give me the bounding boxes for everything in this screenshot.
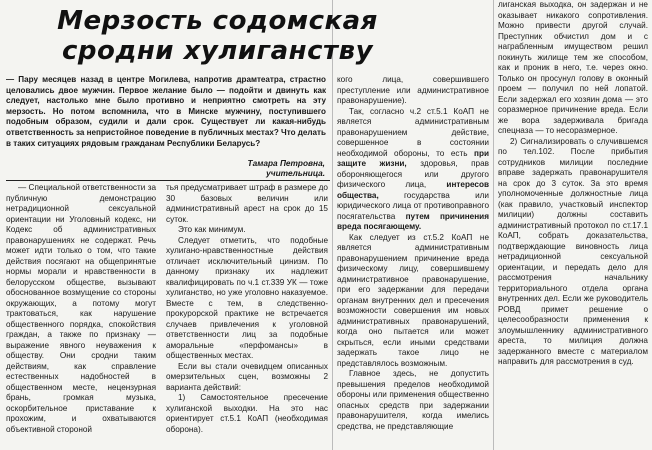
column-divider (332, 0, 333, 450)
signature-role: учительница. (266, 168, 325, 178)
paragraph: — Специальной ответственности за публичную демонстрацию нетрадиционной сексуальной ориентации ни Уголовный кодекс, ни Кодекс об административных правонарушениях не содержат. Речь может идти только о том, что такие действия посягают на общепринятые нормы морали и нравственности в белорусском обществе, вызывают обоснованное возмущение со стороны окружающих, а потому могут трактоваться, как нарушение общественного порядка, спокойствия граждан, а также по признаку — выражение явного неуважения к обществу. Они сродни таким действиям, как справление естественных надобностей в общественном месте, нецензурная брань, громкая музыка, оскорбительное приставание к прохожим, и охватываются объективной стороной (6, 183, 156, 434)
headline-line-2: сродни хулиганству (61, 36, 374, 66)
paragraph: кого лица, совершившего преступление или административное правонарушение). (337, 75, 489, 105)
text-run: государства или юридического лица от противоправного посягательства (337, 190, 489, 221)
answer-column-1 (6, 183, 156, 435)
paragraph: тья предусматривает штраф в размере до 30 базовых величин или административный арест на срок до 15 суток. (166, 183, 328, 224)
answer-column-4 (498, 0, 648, 368)
paragraph: лиганская выходка, он задержан и не оказывает никакого сопротивления. Можно привести другой случай. Преступник обчистил дом и с награбленным имуществом решил покинуть жилище тем же способом, как и проник в него, т.е. через окно. Только он просунул голову в оконный проем — получил по ней лопатой. Если задержал его хозяин дома — это соразмерное причинение вреда. Если же вора задерживала бригада спецназа — то несоразмерное. (498, 0, 648, 135)
paragraph: 2) Сигнализировать о случившемся по тел.102. После прибытия сотрудников милиции последние вправе задержать правонарушителя на срок до 3 суток. За это время уполномоченные должностные лица (как правило, участковый инспектор милиции) должны составить административный протокол по ст.17.1 КоАП, собрать доказательства, подтверждающие виновность лица нетрадиционной сексуальной ориентации, и передать дело для рассмотрения начальнику территориального отдела органа внутренних дел. Если же руководитель РОВД примет решение о целесообразности применения к злоумышленнику административного ареста, то милиция должна задержанного вместе с материалом направить для рассмотрения в суд. (498, 136, 648, 366)
column-divider (493, 0, 494, 450)
text-run: Так, согласно ч.2 ст.5.1 КоАП не является административным правонарушением действие, совершенное в состоянии необходимой обороны, то есть (337, 106, 489, 158)
bold-text: путем причинения вреда посягающему. (337, 211, 489, 231)
section-divider (6, 180, 330, 181)
paragraph (337, 107, 489, 233)
paragraph: Это как минимум. (178, 225, 246, 234)
paragraph: Как следует из ст.5.2 КоАП не является административным правонарушением причинение вреда физическому лицу, совершившему административное правонарушение, при его задержании для передачи органам внутренних дел и пресечения возможности совершения им новых административных правонарушений, когда оно пытается или может скрыться, если иными средствами задержать такое лицо не представлялось возможным. (337, 232, 489, 368)
paragraph: Главное здесь, не допустить превышения пределов необходимой обороны или применения общественно опасных средств при задержании правонарушителя, когда имелись средства, не представляющие (337, 369, 489, 431)
answer-column-3 (337, 75, 489, 432)
headline-line-1: Мерзость содомская (57, 6, 378, 36)
paragraph: 1) Самостоятельное пресечение хулиганской выходки. На это нас ориентирует ст.5.1 КоАП (необходимая оборона). (166, 393, 328, 434)
text-run: здоровья, прав обороняющегося или другого физического лица, (337, 159, 489, 189)
reader-question (6, 75, 326, 149)
signature-name: Тамара Петровна, (247, 158, 325, 168)
bold-text: интересов общества, (337, 180, 489, 200)
reader-question-text: — Пару месяцев назад в центре Могилева, напротив драмтеатра, страстно целовались двое мужчин. Первое желание было — подойти и двинуть как следует, настолько мне было противно и неприятно смотреть на эту мерзость. Но потом вспомнила, что в Минске мужчину, поступившего подобным образом, судили и дали срок. Существует ли какая-нибудь ответственность за непристойное поведение в публичных местах? Что делать в таких ситуациях рядовым гражданам Республики Беларусь? (6, 75, 326, 148)
bold-text: при защите жизни, (337, 148, 489, 168)
article-headline (20, 6, 415, 66)
paragraph: Следует отметить, что подобные хулигано-нравственностные действия отличает исключительный цинизм. По данному признаку их надлежит квалифицировать по ч.1 ст.339 УК — тоже хулиганство, но уже уголовно наказуемое. Вместе с тем, в следственно-прокурорской практике не встречается случаев привлечения к уголовной ответственности лиц за подобные аморальные «перфомансы» в общественных местах. (166, 235, 328, 360)
question-signature (180, 158, 325, 178)
answer-column-2 (166, 183, 328, 435)
paragraph: Если вы стали очевидцем описанных омерзительных сцен, возможны 2 варианта действий: (166, 361, 328, 392)
